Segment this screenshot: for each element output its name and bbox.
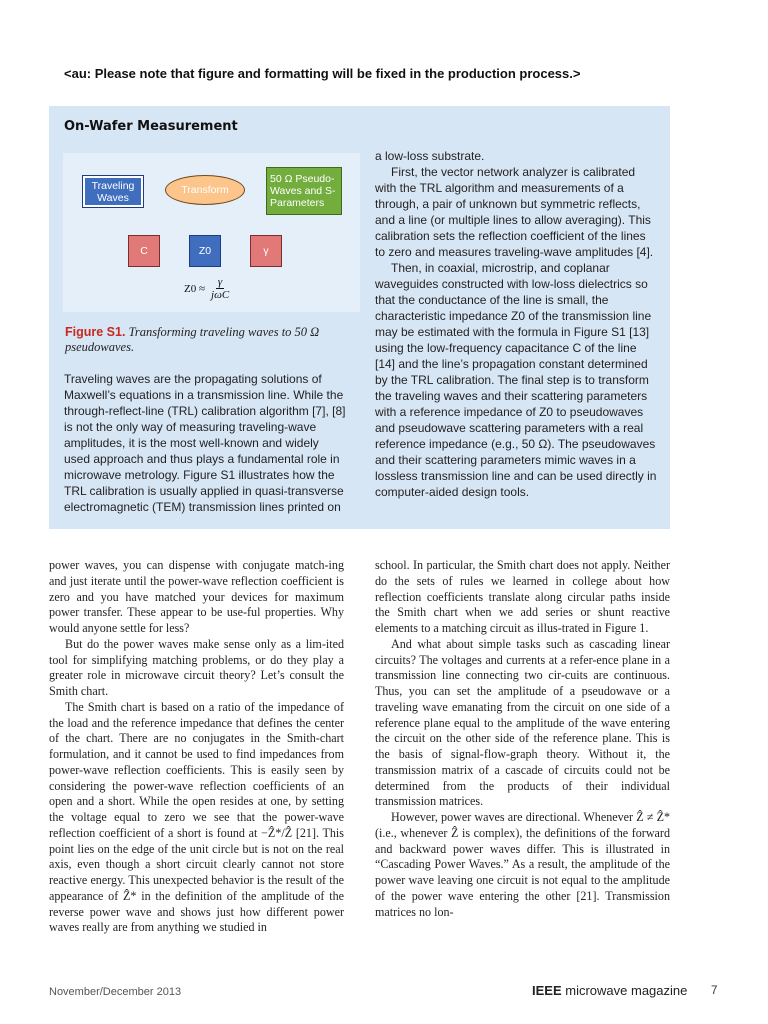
body-right-paragraph-3: However, power waves are directional. Whenever Ẑ ≠ Ẑ* (i.e., whenever Ẑ is complex), the definitions of the forward and backward power waves differ. This is illustrated in “Cascading Power Waves.” As a result, the amplitude of the power wave leaving one circuit is not equal to the amplitude of the power wave entering the other [21]. Transmission matrices no lon-	[375, 810, 670, 919]
caption-label: Figure S1.	[65, 325, 126, 339]
formula-numerator: γ	[217, 276, 223, 288]
sidebar-right-text	[375, 148, 657, 500]
footer-date: November/December 2013	[49, 986, 182, 998]
body-column-right	[375, 558, 670, 920]
formula-denominator: jωC	[211, 289, 230, 301]
capacitance-box: C	[128, 235, 160, 267]
sidebar-title: On-Wafer Measurement	[64, 119, 238, 134]
sidebar-left-text	[64, 371, 346, 515]
body-right-paragraph-2: And what about simple tasks such as cascading linear circuits? The voltages and currents at a refer-ence plane in a transmission line connecting two cir-cuits are continuous. Thus, you can set the amplitude of a pseudowave or a traveling wave emanating from the circuit on one side of a reference plane equal to the amplitude of the wave entering the circuit on the other side of the reference plane. This is the basis of signal-flow-graph theory. Without it, the transmission matrix of a cascade of circuits could not be determined from the products of their individual transmission matrices.	[375, 636, 670, 809]
sidebar-right-paragraph-2: First, the vector network analyzer is calibrated with the TRL algorithm and measurements of a through, a pair of unknown but symmetric reflects, and a line (or multiple lines to allow averaging). This calibration sets the reflection coefficient of the lines to zero and measures traveling-wave amplitudes [4].	[375, 165, 654, 259]
footer-mag-name: microwave magazine	[565, 983, 688, 998]
body-right-paragraph-1: school. In particular, the Smith chart does not apply. Neither do the sets of rules we learned in college about how reflection coefficients translate along circular paths inside the Smith chart when we add series or shunt reactive elements to a matching circuit as illus-trated in Figure 1.	[375, 558, 670, 635]
sidebar-box	[49, 106, 670, 529]
transform-ellipse: Transform	[165, 175, 245, 205]
sidebar-right-paragraph-1: a low-loss substrate.	[375, 149, 485, 163]
body-left-paragraph-2: But do the power waves make sense only as a lim-ited tool for simplifying matching problems, or do they play a greater role in microwave circuit theory? Let’s consult the Smith chart.	[49, 636, 344, 698]
figure-s1	[63, 153, 360, 312]
footer-magazine	[532, 983, 687, 998]
traveling-waves-box: Traveling Waves	[83, 176, 143, 207]
pseudo-waves-box: 50 Ω Pseudo- Waves and S- Parameters	[266, 167, 342, 215]
formula-lhs: Z0 ≈	[184, 283, 206, 295]
footer-mag-ieee: IEEE	[532, 983, 562, 998]
sidebar-left-paragraph: Traveling waves are the propagating solutions of Maxwell’s equations in a transmission line. While the through-reflect-line (TRL) calibration algorithm [7], [8] is not the only way of measuring traveling-wave amplitudes, it is the most well-known and widely used approach and thus plays a fundamental role in microwave metrology. Figure S1 illustrates how the TRL calibration is usually applied in quasi-transverse electromagnetic (TEM) transmission lines printed on	[64, 372, 346, 514]
formula-fraction	[209, 276, 231, 302]
gamma-box: γ	[250, 235, 282, 267]
page-number: 7	[711, 985, 718, 997]
sidebar-right-paragraph-3: Then, in coaxial, microstrip, and coplanar waveguides constructed with low-loss dielectrics so that the conductance of the line is small, the characteristic impedance Z0 of the transmission line may be estimated with the formula in Figure S1 [13] using the low-frequency capacitance C of the line [14] and the line’s propagation constant determined by the TRL calibration. The final step is to transform the traveling waves and their scattering parameters with a reference impedance of Z0 to pseudowaves and pseudowave scattering parameters with a real reference impedance (e.g., 50 Ω). The pseudowaves and their scattering parameters mimic waves in a lossless transmission line and can be used directly in computer-aided design tools.	[375, 261, 657, 499]
impedance-box: Z0	[189, 235, 221, 267]
body-left-paragraph-1: power waves, you can dispense with conjugate match-ing and just iterate until the power-wave reflection coefficient is zero and you have matched your devices for maximum power transfer. These appear to be use-ful properties. Why would anyone settle for less?	[49, 558, 344, 635]
figure-caption	[65, 325, 335, 355]
author-note: <au: Please note that figure and formatting will be fixed in the production process.>	[64, 66, 581, 81]
body-left-paragraph-3: The Smith chart is based on a ratio of the impedance of the load and the reference impedance that defines the center of the chart. There are no conjugates in the Smith-chart formulation, and it cannot be used to find impedances from power-wave reflection coefficients. This is easily seen by considering the power-wave reflection coefficients of an open and a short. While the open resides at one, by setting the voltage equal to zero we see that the power-wave reflection coefficient of a short is found at −Ẑ*/Ẑ [21]. This point lies on the edge of the unit circle but is not on the real axis, even though a short circuit clearly cannot not store reactive energy. This unexpected behavior is the result of the appearance of Ẑ* in the definition of the amplitude of the reverse power wave and shows just how different power waves really are from anything we studied in	[49, 699, 344, 935]
impedance-formula	[184, 276, 231, 302]
caption-text: Transforming traveling waves to 50 Ω pseudowaves.	[65, 325, 320, 354]
body-column-left	[49, 558, 344, 936]
